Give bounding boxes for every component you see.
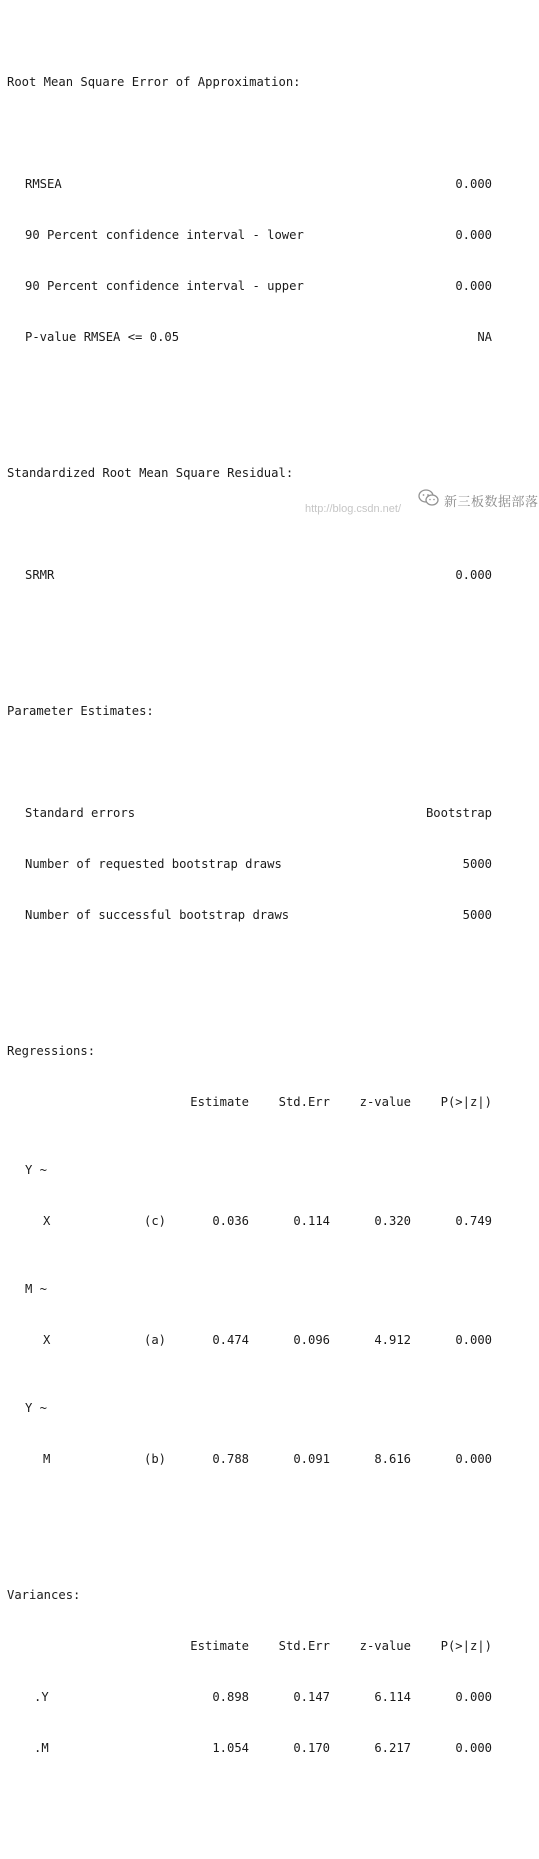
rmsea-ci-lower-row <box>7 227 532 244</box>
variance-name: .M <box>34 1741 49 1755</box>
param-header: Parameter Estimates: <box>7 704 154 718</box>
col-std-err: Std.Err <box>278 1095 330 1109</box>
param-successful-label: Number of successful bootstrap draws <box>25 908 290 922</box>
regression-path-label: (a) <box>144 1333 167 1347</box>
p-value: 0.000 <box>455 1690 492 1704</box>
z-value: 0.320 <box>374 1214 411 1228</box>
rmsea-row <box>7 176 532 193</box>
col-z-value: z-value <box>359 1095 411 1109</box>
estimate-value: 0.036 <box>212 1214 249 1228</box>
rmsea-pvalue-row <box>7 329 532 346</box>
z-value: 8.616 <box>374 1452 411 1466</box>
rmsea-ci-upper-value: 0.000 <box>455 279 492 293</box>
variances-header: Variances: <box>7 1588 81 1602</box>
col-estimate: Estimate <box>190 1639 249 1653</box>
param-requested-row <box>7 856 532 873</box>
srmr-label: SRMR <box>25 568 55 582</box>
param-se-value: Bootstrap <box>425 806 492 820</box>
regression-rhs: X <box>43 1214 51 1228</box>
param-se-row <box>7 805 532 822</box>
z-value: 6.217 <box>374 1741 411 1755</box>
rmsea-value: 0.000 <box>455 177 492 191</box>
regression-rhs: M <box>43 1452 51 1466</box>
rmsea-ci-lower-value: 0.000 <box>455 228 492 242</box>
col-std-err: Std.Err <box>278 1639 330 1653</box>
r-console-output <box>7 6 532 1755</box>
regression-lhs: Y ~ <box>25 1401 48 1415</box>
regressions-header: Regressions: <box>7 1044 96 1058</box>
rmsea-ci-upper-label: 90 Percent confidence interval - upper <box>25 279 304 293</box>
watermark-logo-text: 新三板数据部落 <box>444 495 539 510</box>
col-estimate: Estimate <box>190 1095 249 1109</box>
col-p-value: P(>|z|) <box>440 1095 492 1109</box>
p-value: 0.749 <box>455 1214 492 1228</box>
regressions-column-headers <box>7 1094 532 1111</box>
col-p-value: P(>|z|) <box>440 1639 492 1653</box>
srmr-value: 0.000 <box>455 568 492 582</box>
param-requested-label: Number of requested bootstrap draws <box>25 857 282 871</box>
regression-rhs: X <box>43 1333 51 1347</box>
rmsea-header: Root Mean Square Error of Approximation: <box>7 75 301 89</box>
p-value: 0.000 <box>455 1741 492 1755</box>
regression-path-label: (b) <box>144 1452 167 1466</box>
param-se-label: Standard errors <box>25 806 136 820</box>
variance-row <box>7 1740 532 1757</box>
z-value: 6.114 <box>374 1690 411 1704</box>
regression-lhs: Y ~ <box>25 1163 48 1177</box>
regression-lhs: M ~ <box>25 1282 48 1296</box>
estimate-value: 1.054 <box>212 1741 249 1755</box>
srmr-header: Standardized Root Mean Square Residual: <box>7 466 294 480</box>
rmsea-pvalue-label: P-value RMSEA <= 0.05 <box>25 330 180 344</box>
col-z-value: z-value <box>359 1639 411 1653</box>
std-err-value: 0.147 <box>293 1690 330 1704</box>
rmsea-label: RMSEA <box>25 177 62 191</box>
estimate-value: 0.898 <box>212 1690 249 1704</box>
param-successful-row <box>7 907 532 924</box>
std-err-value: 0.096 <box>293 1333 330 1347</box>
variance-row <box>7 1689 532 1706</box>
estimate-value: 0.474 <box>212 1333 249 1347</box>
estimate-value: 0.788 <box>212 1452 249 1466</box>
z-value: 4.912 <box>374 1333 411 1347</box>
rmsea-ci-lower-label: 90 Percent confidence interval - lower <box>25 228 304 242</box>
regression-row <box>7 1451 532 1468</box>
rmsea-pvalue-value: NA <box>477 330 492 344</box>
variances-column-headers <box>7 1638 532 1655</box>
p-value: 0.000 <box>455 1452 492 1466</box>
variance-name: .Y <box>34 1690 49 1704</box>
regression-row <box>7 1213 532 1230</box>
std-err-value: 0.114 <box>293 1214 330 1228</box>
watermark-url: http://blog.csdn.net/ <box>305 503 402 515</box>
std-err-value: 0.091 <box>293 1452 330 1466</box>
param-successful-value: 5000 <box>462 908 492 922</box>
p-value: 0.000 <box>455 1333 492 1347</box>
std-err-value: 0.170 <box>293 1741 330 1755</box>
regression-path-label: (c) <box>144 1214 167 1228</box>
srmr-row <box>7 567 532 584</box>
rmsea-ci-upper-row <box>7 278 532 295</box>
regression-row <box>7 1332 532 1349</box>
param-requested-value: 5000 <box>462 857 492 871</box>
